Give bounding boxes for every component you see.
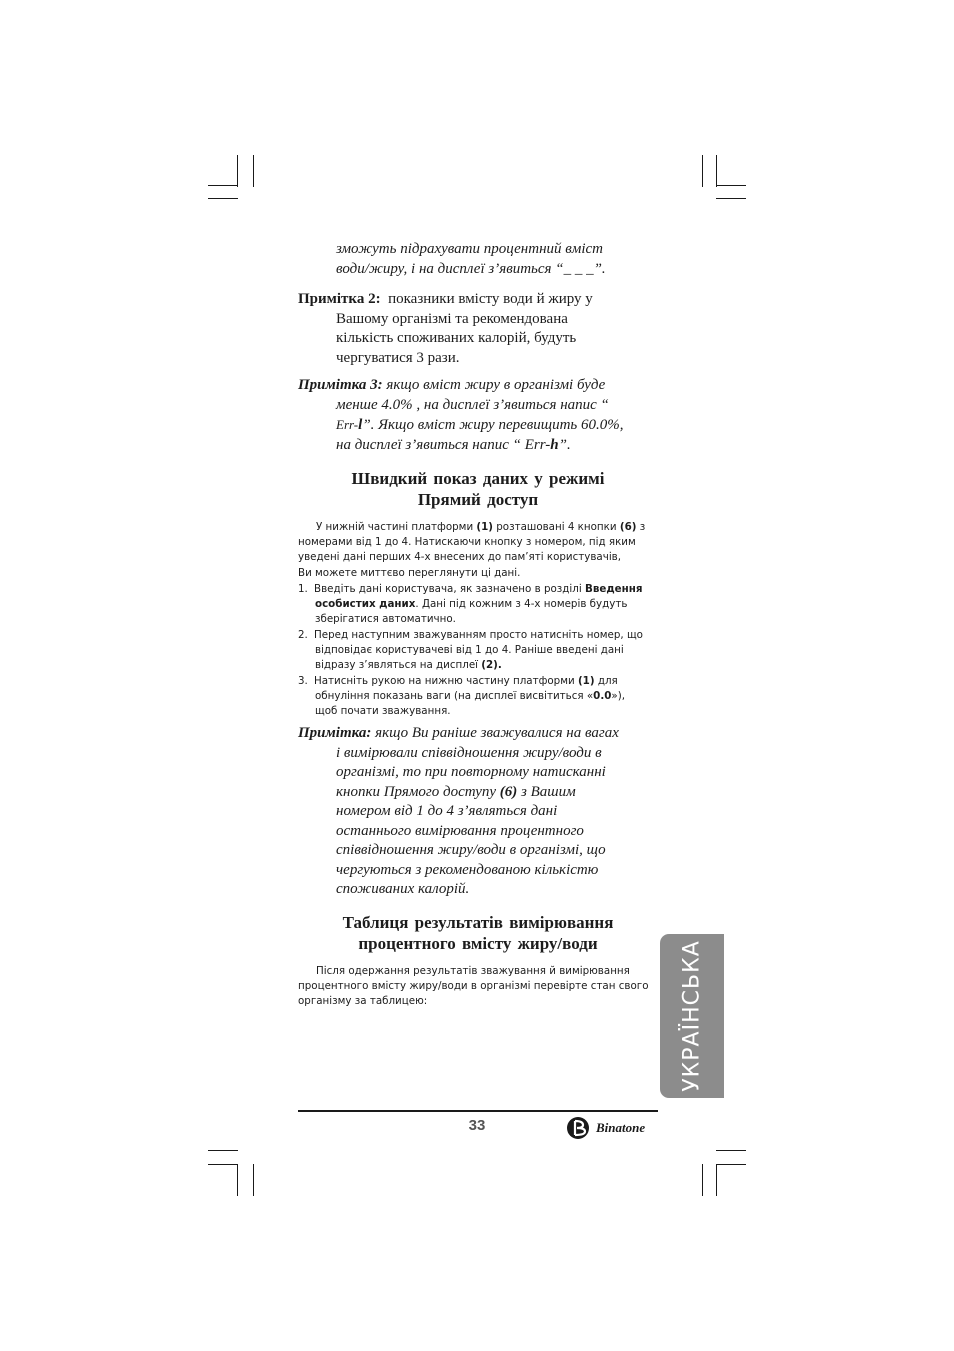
note-direct-access: Примітка: якщо Ви раніше зважувалися на вагах і вимірювали співвідношення жиру/води в організмі, то при повторному натисканні кнопки Прямого доступу (6) з Вашим номером від 1 до 4 з’являться дані останнього вимірювання процентного співвідношення жиру/води в організмі, що чергуються з рекомендованою кількістю споживаних калорій. xyxy=(298,725,619,897)
note-2-label: Примітка 2: xyxy=(298,291,381,307)
binatone-logo-icon xyxy=(566,1116,594,1140)
crop-mark xyxy=(702,155,703,187)
section-heading-quick-access: Швидкий показ даних у режимі Прямий доступ xyxy=(351,469,605,509)
crop-mark xyxy=(253,1164,254,1196)
crop-mark xyxy=(716,1150,746,1151)
page-number: 33 xyxy=(468,1117,486,1134)
intro-paragraph: У нижній частині платформи (1) розташовані 4 кнопки (6) з номерами від 1 до 4. Натискаючи кнопку з номером, під яким уведені дані перших 4-х внесених до пам’яті користувачів, Ви можете миттєво переглянути ці дані. xyxy=(298,521,646,579)
note-label: Примітка: xyxy=(298,725,372,741)
crop-mark xyxy=(208,185,238,186)
note-2: Примітка 2: показники вмісту води й жиру у Вашому організмі та рекомендована кількість споживаних калорій, будуть чергуватися 3 рази. xyxy=(298,291,593,366)
list-item: 2. Перед наступним зважуванням просто натисніть номер, що відповідає користувачеві від 1 до 4. Раніше введені дані відразу з’являться на дисплеї (2). xyxy=(298,629,643,672)
brand-name: Binatone xyxy=(596,1120,646,1135)
language-tab xyxy=(660,934,724,1098)
crop-mark xyxy=(208,1150,238,1151)
list-item: 3. Натисніть рукою на нижню частину платформи (1) для обнуління показань ваги (на дисплеї висвітиться «0.0»), щоб почати зважування. xyxy=(298,675,625,718)
crop-mark xyxy=(208,198,238,199)
crop-mark xyxy=(702,1164,703,1196)
results-paragraph: Після одержання результатів зважування й вимірювання процентного вмісту жиру/води в організмі перевірте стан свого організму за таблицею: xyxy=(298,965,649,1008)
crop-mark xyxy=(253,155,254,187)
brand-logo xyxy=(566,1114,645,1142)
crop-mark xyxy=(716,198,746,199)
crop-mark xyxy=(716,185,746,186)
crop-mark xyxy=(208,1164,238,1165)
language-tab-label: УКРАЇНСЬКА xyxy=(679,940,705,1092)
footer-rule xyxy=(298,1110,658,1112)
crop-mark xyxy=(237,155,238,187)
note-3-label: Примітка 3: xyxy=(298,377,383,393)
note-3: Примітка 3: якщо вміст жиру в організмі буде менше 4.0% , на дисплеї з’явиться напис “ Err-l”. Якщо вміст жиру перевищить 60.0%, на дисплеї з’явиться напис “ Err-h”. xyxy=(298,377,624,453)
crop-mark xyxy=(716,1164,746,1165)
crop-mark xyxy=(716,1164,717,1196)
list-item: 1. Введіть дані користувача, як зазначено в розділі Введення особистих даних. Дані під кожним з 4-х номерів будуть зберігатися автоматично. xyxy=(298,583,643,626)
continuation-text: зможуть підрахувати процентний вміст води/жиру, і на дисплеї з’явиться “_ _ _”. xyxy=(336,241,606,277)
section-heading-results-table: Таблиця результатів вимірювання процентного вмісту жиру/води xyxy=(342,913,614,953)
crop-mark xyxy=(237,1164,238,1196)
crop-mark xyxy=(716,155,717,187)
